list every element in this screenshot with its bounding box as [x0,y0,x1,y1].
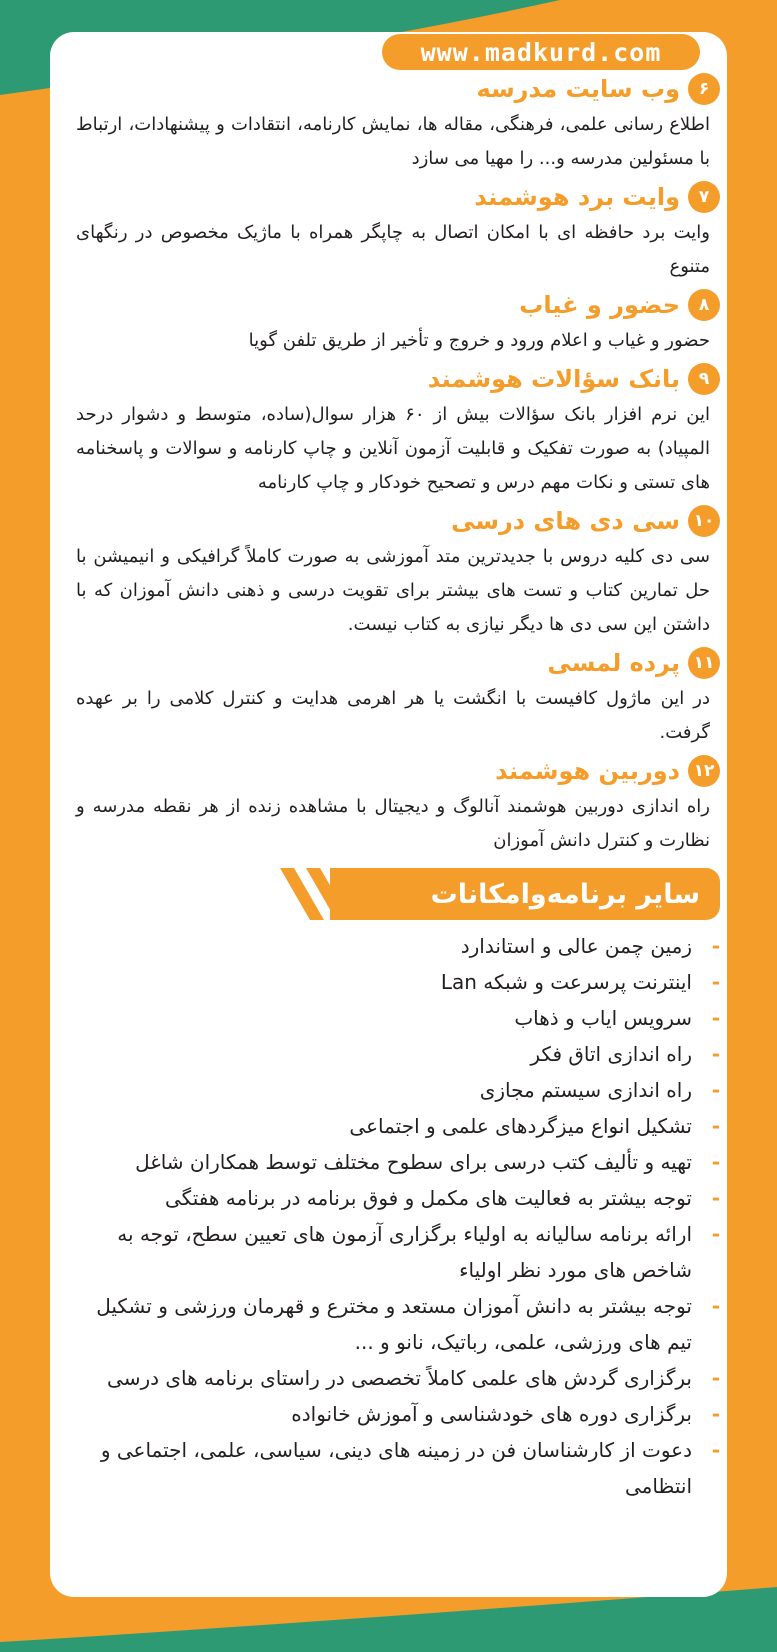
list-item [78,928,720,964]
list-item-text: تهیه و تألیف کتب درسی برای سطوح مختلف توسط همکاران شاغل [135,1150,692,1174]
list-item-text: برگزاری دوره های خودشناسی و آموزش خانواده [291,1402,692,1426]
section-question-bank [70,360,720,500]
section-cds [70,502,720,642]
dash-bullet: - [711,1438,720,1462]
list-item [78,1000,720,1036]
list-item [78,1036,720,1072]
list-item [78,1288,720,1360]
list-item [78,1144,720,1180]
list-item [78,1072,720,1108]
dash-bullet: - [711,970,720,994]
dash-bullet: - [711,1294,720,1318]
section-body: حضور و غیاب و اعلام ورود و خروج و تأخیر از طریق تلفن گویا [248,330,710,351]
section-whiteboard [70,178,720,284]
list-item-text: راه اندازی اتاق فکر [530,1042,692,1066]
dash-bullet: - [711,1366,720,1390]
list-item-text: اینترنت پرسرعت و شبکه Lan [440,970,692,994]
section-title: حضور و غیاب [519,291,680,319]
dash-bullet: - [711,1042,720,1066]
list-item [78,1432,720,1504]
list-item-text: دعوت از کارشناسان فن در زمینه های دینی، سیاسی، علمی، اجتماعی و انتظامی [100,1438,692,1498]
section-title: بانک سؤالات هوشمند [427,365,680,393]
section-title: پرده لمسی [547,649,680,677]
section-body: در این ماژول کافیست با انگشت یا هر اهرمی هدایت و کنترل کلامی را بر عهده گرفت. [76,688,710,743]
section-title: سی دی های درسی [451,507,680,535]
list-item-text: سرویس ایاب و ذهاب [514,1006,692,1030]
section-body: راه اندازی دوربین هوشمند آنالوگ و دیجیتال با مشاهده زنده از هر نقطه مدرسه و نظارت و کنترل دانش آموزان [76,796,710,851]
list-item [78,1360,720,1396]
list-item-text: ارائه برنامه سالیانه به اولیاء برگزاری آزمون های تعیین سطح، توجه به شاخص های مورد نظر اولیاء [117,1222,692,1282]
main-content [70,70,720,1504]
section-camera [70,752,720,858]
section-title: دوربین هوشمند [495,757,680,785]
website-url[interactable]: www.madkurd.com [382,34,700,70]
dash-bullet: - [711,1222,720,1246]
list-item-text: توجه بیشتر به دانش آموزان مستعد و مخترع و قهرمان ورزشی و تشکیل تیم های ورزشی، علمی، رباتیک، نانو و ... [96,1294,692,1354]
number-badge: ۱۲ [688,755,720,787]
list-item [78,964,720,1000]
list-item-text: تشکیل انواع میزگردهای علمی و اجتماعی [349,1114,692,1138]
section-website [70,70,720,176]
dash-bullet: - [711,1006,720,1030]
section-body: اطلاع رسانی علمی، فرهنگی، مقاله ها، نمایش کارنامه، انتقادات و پیشنهادات، ارتباط با مسئولین مدرسه و... را مهیا می سازد [76,114,710,169]
section-title: وایت برد هوشمند [474,183,680,211]
list-item-text: توجه بیشتر به فعالیت های مکمل و فوق برنامه در برنامه هفتگی [165,1186,692,1210]
dash-bullet: - [711,1150,720,1174]
dash-bullet: - [711,934,720,958]
list-item [78,1216,720,1288]
section-body: وایت برد حافظه ای با امکان اتصال به چاپگر همراه با ماژیک مخصوص در رنگهای متنوع [76,222,710,277]
number-badge: ۱۰ [688,505,720,537]
section-attendance [70,286,720,358]
list-item-text: برگزاری گردش های علمی کاملاً تخصصی در راستای برنامه های درسی [107,1366,692,1390]
section-touch-screen [70,644,720,750]
list-item-text: زمین چمن عالی و استاندارد [460,934,692,958]
dash-bullet: - [711,1402,720,1426]
section-title: وب سایت مدرسه [476,75,680,103]
other-programs-banner [70,868,720,920]
number-badge: ۶ [688,73,720,105]
banner-title: سایر برنامه‌وامکانات [330,868,720,920]
list-item [78,1180,720,1216]
list-item [78,1396,720,1432]
number-badge: ۸ [688,289,720,321]
other-programs-list [70,928,720,1504]
number-badge: ۷ [688,181,720,213]
section-body: این نرم افزار بانک سؤالات بیش از ۶۰ هزار سوال(ساده، متوسط و دشوار درحد المپیاد) به صورت تفکیک و قابلیت آزمون آنلاین و چاپ کارنامه و سوالات و پاسخنامه های تستی و نکات مهم درس و تصحیح خودکار و چاپ کارنامه [76,404,710,493]
list-item-text: راه اندازی سیستم مجازی [479,1078,692,1102]
list-item [78,1108,720,1144]
number-badge: ۱۱ [688,647,720,679]
dash-bullet: - [711,1114,720,1138]
dash-bullet: - [711,1186,720,1210]
section-body: سی دی کلیه دروس با جدیدترین متد آموزشی به صورت کاملاً گرافیکی و انیمیشن با حل تمارین کتاب و تست های بیشتر برای تقویت درسی و ذهنی دانش آموزان که با داشتن این سی دی ها دیگر نیازی به کتاب نیست. [76,546,710,635]
dash-bullet: - [711,1078,720,1102]
number-badge: ۹ [688,363,720,395]
